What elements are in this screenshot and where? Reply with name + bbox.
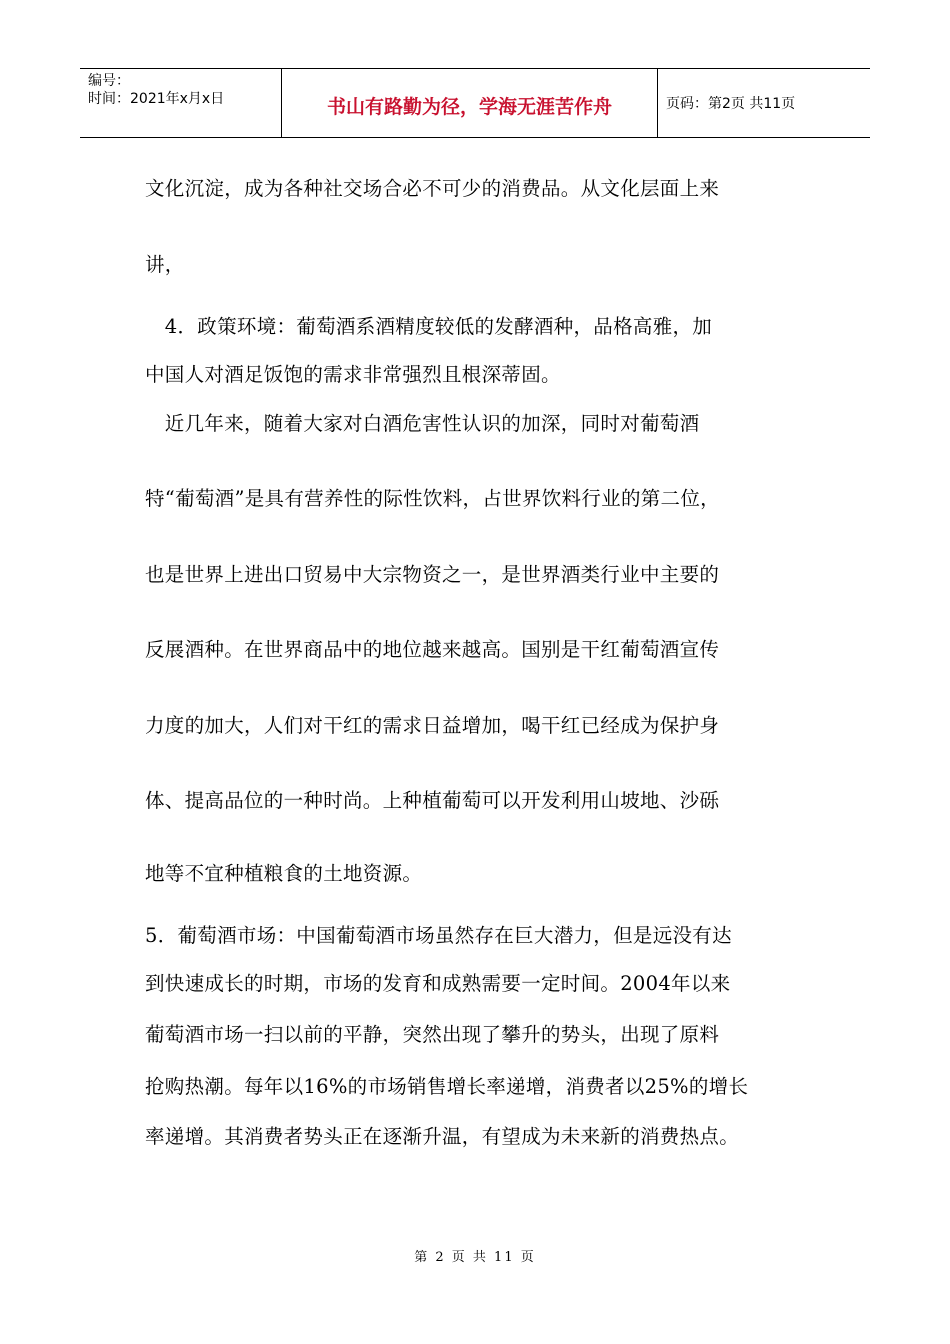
body-line: 到快速成长的时期，市场的发育和成熟需要一定时间。2004年以来 [145, 972, 731, 995]
page-footer: 第 2 页 共 11 页 [414, 1250, 536, 1265]
header-meta [80, 69, 282, 137]
body-line: 也是世界上进出口贸易中大宗物资之一，是世界酒类行业中主要的 [145, 563, 720, 586]
body-line: 体、提高品位的一种时尚。上种植葡萄可以开发利用山坡地、沙砾 [145, 789, 720, 812]
body-line: 率递增。其消费者势头正在逐渐升温，有望成为未来新的消费热点。 [145, 1125, 740, 1148]
body-line: 特“葡萄酒”是具有营养性的际性饮料，占世界饮料行业的第二位， [145, 487, 720, 510]
document-number-label: 编号： [88, 73, 130, 89]
body-line: 力度的加大，人们对干红的需求日益增加，喝干红已经成为保护身 [145, 714, 720, 737]
body-line: 抢购热潮。每年以16%的市场销售增长率递增，消费者以25%的增长 [145, 1075, 749, 1098]
body-line: 反展酒种。在世界商品中的地位越来越高。国别是干红葡萄酒宣传 [145, 638, 720, 661]
header-page-info: 页码：第2页 共11页 [666, 96, 796, 112]
body-line: 近几年来，随着大家对白酒危害性认识的加深，同时对葡萄酒 [145, 412, 700, 435]
page-header [80, 68, 870, 138]
body-line: 葡萄酒市场一扫以前的平静，突然出现了攀升的势头，出现了原料 [145, 1023, 720, 1046]
header-motto: 书山有路勤为径，学海无涯苦作舟 [282, 69, 658, 137]
body-line: 中国人对酒足饭饱的需求非常强烈且根深蒂固。 [145, 363, 561, 386]
body-line: 地等不宜种植粮食的土地资源。 [145, 862, 423, 885]
body-line: 5．葡萄酒市场：中国葡萄酒市场虽然存在巨大潜力，但是远没有达 [145, 924, 732, 947]
document-time-label: 时间：2021年x月x日 [88, 91, 225, 107]
body-line: 4．政策环境：葡萄酒系酒精度较低的发酵酒种，品格高雅，加 [145, 315, 713, 338]
body-line: 讲， [145, 253, 185, 276]
body-line: 文化沉淀，成为各种社交场合必不可少的消费品。从文化层面上来 [145, 177, 720, 200]
